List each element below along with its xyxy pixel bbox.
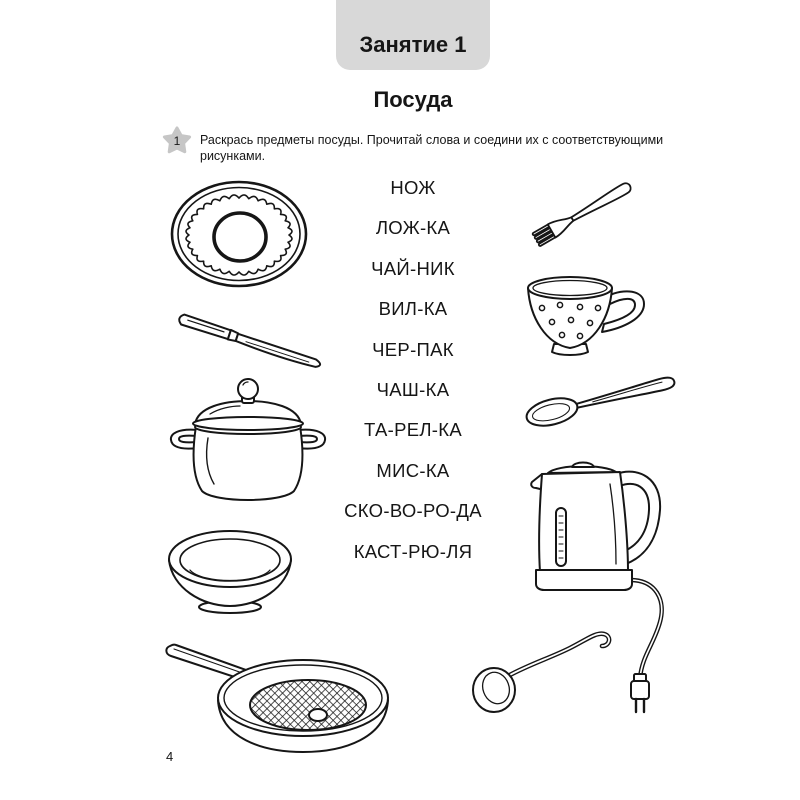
page-number: 4 (166, 749, 174, 764)
frying-pan-icon (162, 642, 392, 754)
word-cup: ЧАШ-КА (376, 378, 450, 400)
word-bowl: МИС-КА (376, 459, 450, 481)
page-title: Посуда (373, 87, 453, 112)
cup-icon (524, 272, 648, 358)
word-list (300, 168, 526, 572)
task-instruction: Раскрась предметы посуды. Прочитай слова и соедини их с соответствующими рисунками. (200, 133, 664, 163)
task-number: 1 (173, 134, 181, 148)
knife-icon (172, 310, 332, 376)
word-kettle: ЧАЙ-НИК (371, 257, 455, 279)
power-cord (630, 580, 662, 678)
ladle-icon (470, 628, 616, 718)
lesson-tab-label: Занятие 1 (359, 32, 467, 57)
spoon-icon (522, 372, 678, 428)
lesson-tab (336, 0, 490, 70)
word-ladle: ЧЕР-ПАК (372, 338, 454, 360)
word-frying-pan: СКО-ВО-РО-ДА (344, 500, 482, 522)
word-fork: ВИЛ-КА (378, 298, 448, 320)
plate-icon (168, 178, 310, 290)
saucepan-icon (168, 376, 328, 508)
word-spoon: ЛОЖ-КА (375, 217, 451, 239)
word-saucepan: КАСТ-РЮ-ЛЯ (353, 540, 473, 562)
word-knife: НОЖ (390, 177, 436, 198)
power-plug (631, 674, 649, 712)
word-plate: ТА-РЕЛ-КА (364, 419, 462, 441)
fork-icon (530, 176, 640, 248)
bowl-icon (166, 528, 294, 616)
